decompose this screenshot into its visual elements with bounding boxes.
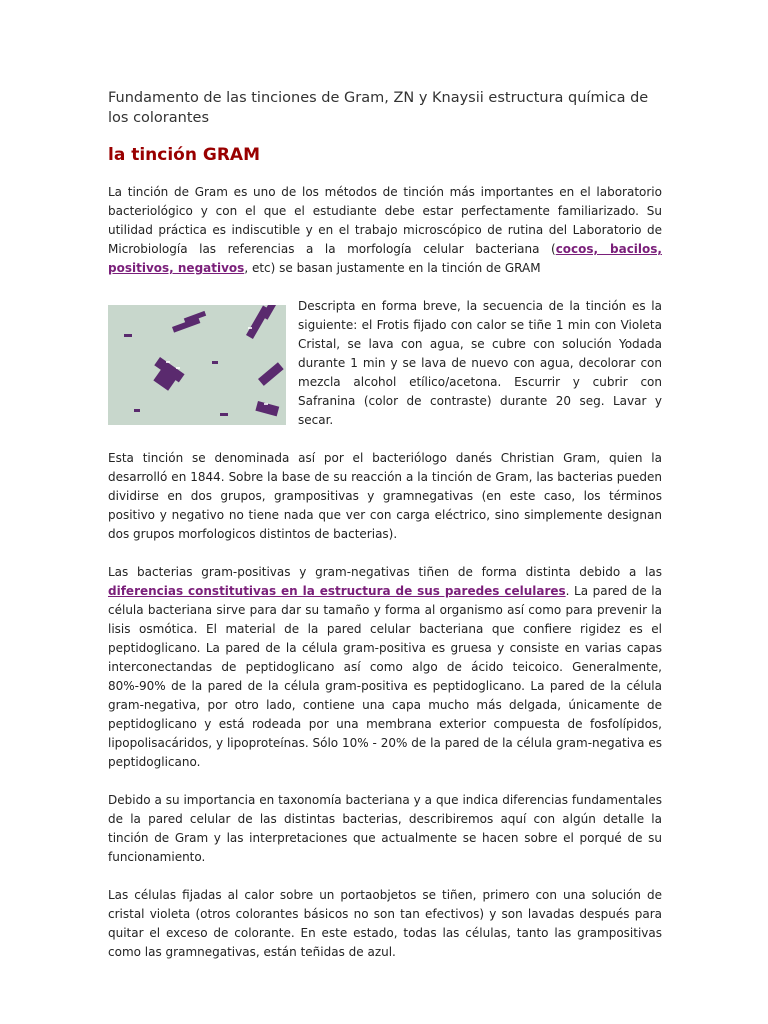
paragraph-intro: La tinción de Gram es uno de los métodos de tinción más importantes en el laboratorio bacteriológico y con el que el estudiante debe estar perfectamente familiarizado. Su utilidad práctica es indiscutible y en el trabajo microscópico de rutina del Laboratorio de Microbiología las referencias a la morfología celular bacteriana (cocos, bacilos, positivos, negativos, etc) se basan justamente en la tinción de GRAM	[108, 185, 662, 275]
bacteria-cluster	[220, 413, 228, 416]
paragraph-procedure: Descripta en forma breve, la secuencia de la tinción es la siguiente: el Frotis fijado con calor se tiñe 1 min con Violeta Cristal, se lava con agua, se cubre con solución Yodada durante 1 min y se lava de nuevo con agua, decolorar con mezcla alcohol etílico/acetona. Escurrir y cubrir con Safranina (color de contraste) durante 20 seg. Lavar y secar.	[108, 297, 662, 430]
paragraph-staining-steps: Las células fijadas al calor sobre un portaobjetos se tiñen, primero con una solución de cristal violeta (otros colorantes básicos no son tan efectivos) y son lavadas después para quitar el exceso de colorante. En este estado, todas las células, tanto las grampositivas como las gramnegativas, están teñidas de azul.	[108, 888, 662, 959]
gram-stain-micrograph	[108, 305, 286, 425]
bacteria-cluster	[124, 334, 132, 337]
section-heading: la tinción GRAM	[108, 145, 260, 165]
morphology-link[interactable]: cocos, bacilos, positivos, negativos	[108, 242, 662, 275]
paragraph-history: Esta tinción se denominada así por el bacteriólogo danés Christian Gram, quien la desarrolló en 1844. Sobre la base de su reacción a la tinción de Gram, las bacterias pueden dividirse en dos grupos, grampositivas y gramnegativas (en este caso, los términos positivo y negativo no tiene nada que ver con carga eléctrico, sino simplemente designan dos grupos morfologicos distintos de bacterias).	[108, 451, 662, 541]
document-title: Fundamento de las tinciones de Gram, ZN y Knaysii estructura química de los colorantes	[108, 90, 649, 126]
cell-wall-differences-link[interactable]: diferencias constitutivas en la estructura de sus paredes celulares	[108, 584, 566, 598]
paragraph-cell-wall: Las bacterias gram-positivas y gram-negativas tiñen de forma distinta debido a las diferencias constitutivas en la estructura de sus paredes celulares. La pared de la célula bacteriana sirve para dar su tamaño y forma al organismo así como para prevenir la lisis osmótica. El material de la pared celular bacteriana que confiere rigidez es el peptidoglicano. La pared de la célula gram-positiva es gruesa y consiste en varias capas interconectandas de peptidoglicano así como algo de ácido teicoico. Generalmente, 80%-90% de la pared de la célula gram-positiva es peptidoglicano. La pared de la célula gram-negativa, por otro lado, contiene una capa mucho más delgada, únicamente de peptidoglicano y está rodeada por una membrana exterior compuesta de fosfolípidos, lipopolisacáridos, y lipoproteínas. Sólo 10% - 20% de la pared de la célula gram-negativa es peptidoglicano.	[108, 565, 662, 769]
bacteria-cluster	[212, 361, 218, 364]
paragraph-taxonomy: Debido a su importancia en taxonomía bacteriana y a que indica diferencias fundamentales de la pared celular de las distintas bacterias, describiremos aquí con algún detalle la tinción de Gram y las interpretaciones que actualmente se hacen sobre el porqué de su funcionamiento.	[108, 793, 662, 864]
bacteria-cluster	[134, 409, 140, 412]
document-body	[108, 183, 662, 981]
